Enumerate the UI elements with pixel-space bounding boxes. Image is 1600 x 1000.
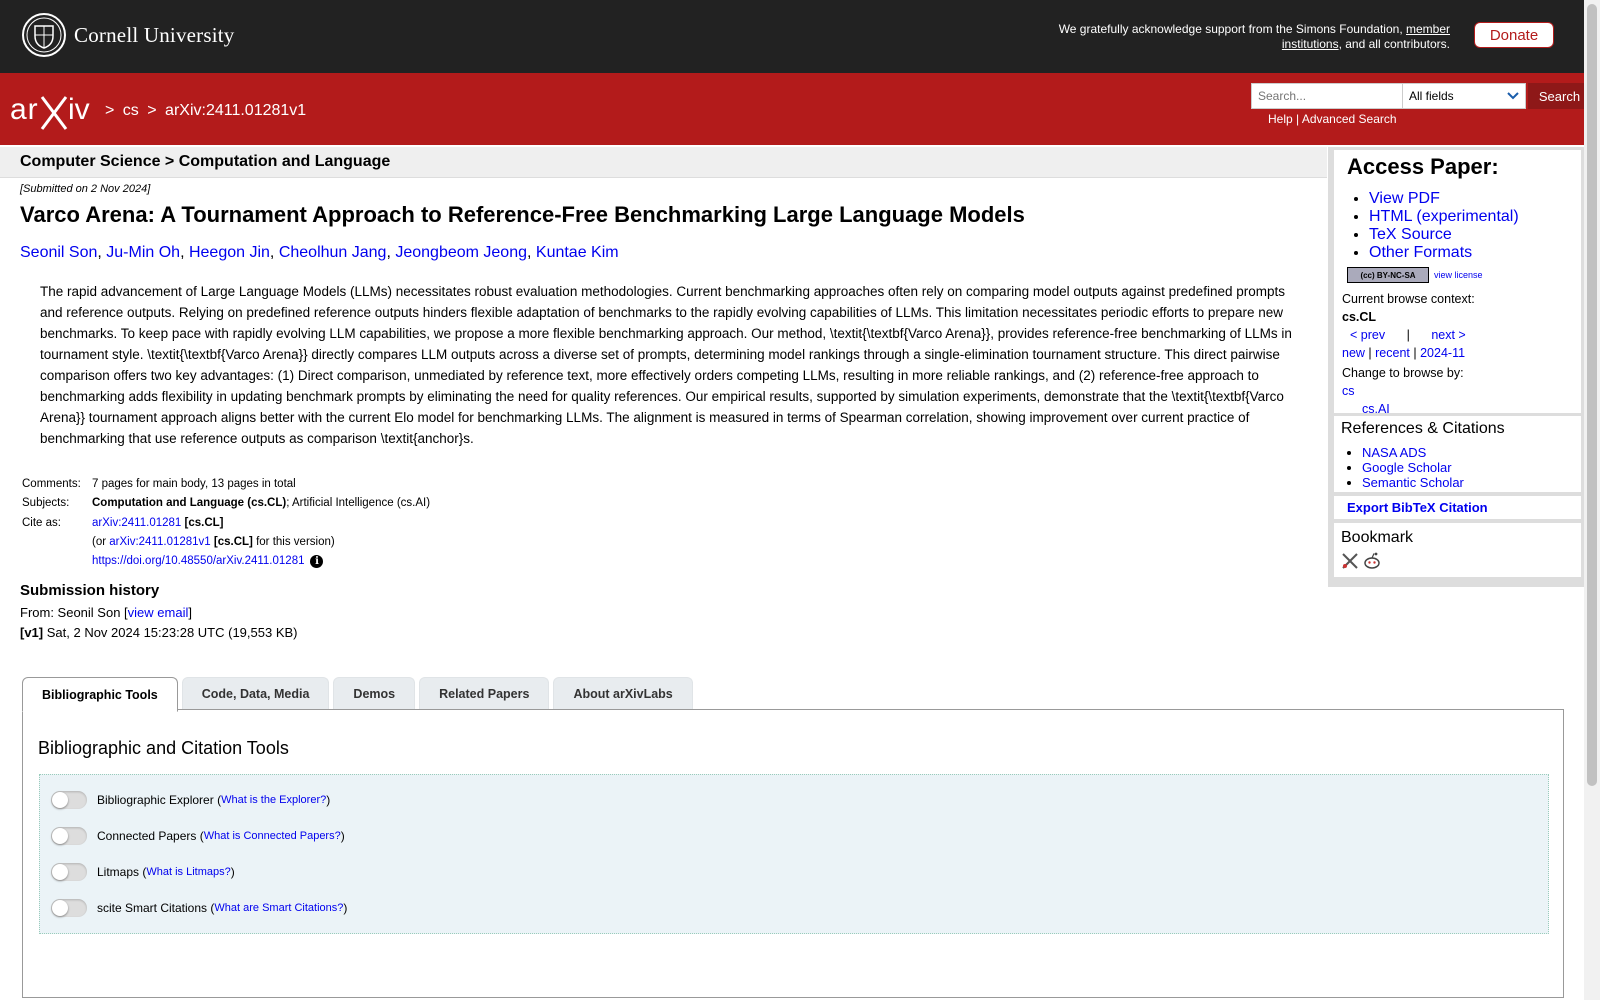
donate-button[interactable]: Donate: [1474, 22, 1554, 48]
secondary-subjects: ; Artificial Intelligence (cs.AI): [286, 497, 431, 510]
arxiv-logo-icon[interactable]: [10, 91, 102, 131]
info-icon[interactable]: i: [310, 555, 323, 568]
scite-toggle[interactable]: [51, 899, 87, 917]
browse-context-value: cs.CL: [1342, 310, 1377, 324]
prev-link[interactable]: < prev: [1350, 328, 1386, 342]
cornell-logo[interactable]: [22, 13, 235, 57]
advanced-search-link[interactable]: Advanced Search: [1301, 112, 1397, 126]
page-scrollbar[interactable]: [1584, 0, 1600, 1000]
prev-next-nav: [1342, 326, 1475, 344]
from-text-end: ]: [188, 605, 192, 620]
other-formats-link[interactable]: Other Formats: [1369, 244, 1473, 261]
what-is-explorer-link[interactable]: What is the Explorer?: [221, 794, 327, 806]
bookmark-icons: [1341, 552, 1381, 570]
change-browse-label: Change to browse by:: [1342, 366, 1464, 380]
doi-row: [20, 552, 430, 572]
arxiv-header: [0, 73, 1584, 145]
version-v1: [20, 625, 298, 640]
cite-label: Cite as:: [22, 516, 61, 529]
abstract: The rapid advancement of Large Language Models (LLMs) necessitates robust evaluation methodologies. Current benchmarking approaches often rely on comparing model outputs against predefined prompts and reference outputs. Relying on predefined reference outputs hinders flexible adaptation of benchmarks to the rapidly evolving capabilities of LLMs. This limitation necessitates periodic efforts to prepare new benchmarks. To keep pace with rapidly evolving LLM capabilities, we propose a more flexible benchmarking approach. Our method, \textit{\textbf{Varco Arena}}, provides reference-free benchmarking of LLMs in tournament style. \textit{\textbf{Varco Arena}} directly compares LLM outputs across a diverse set of prompts, determining model rankings through a single-elimination tournament structure. This direct pairwise comparison offers two key advantages: (1) Direct comparison, unmediated by reference text, more effectively orders competing LLMs, resulting in more reliable rankings, and (2) reference-free approach to benchmarking adds flexibility in updating benchmark prompts by eliminating the need for quality references. Our empirical results, supported by simulation experiments, demonstrate that the \textit{\textbf{Varco Arena}} tournament approach aligns better with the current Elo model for benchmarking LLMs. The alignment is measured in terms of Spearman correlation, showing improvement over current practice of benchmarking that use reference outputs as comparison \textit{anchor}s.: [40, 284, 1292, 446]
member-institutions-link[interactable]: member institutions: [1281, 22, 1450, 51]
nav-separator: |: [1406, 328, 1410, 342]
access-paper-heading: Access Paper:: [1347, 154, 1499, 179]
tab-about-arxivlabs[interactable]: About arXivLabs: [553, 677, 692, 710]
ack-text: We gratefully acknowledge support from the Simons Foundation,: [1058, 22, 1406, 36]
browse-context: [1342, 290, 1475, 418]
browse-cs-link[interactable]: cs: [1342, 384, 1355, 398]
svg-text:ar: ar: [10, 93, 39, 126]
ack-text-end: , and all contributors.: [1338, 37, 1450, 51]
scrollbar-thumb[interactable]: [1587, 4, 1597, 786]
litmaps-toggle[interactable]: [51, 863, 87, 881]
submitter: [20, 605, 192, 620]
subjects-row: [20, 494, 430, 514]
explorer-toggle[interactable]: [51, 791, 87, 809]
breadcrumb-paper-id: arXiv:2411.01281v1: [165, 102, 307, 119]
primary-subject: Computation and Language (cs.CL): [92, 497, 287, 510]
subject-bar: [0, 147, 1327, 178]
cite-id-link[interactable]: arXiv:2411.01281: [92, 516, 182, 529]
author-link[interactable]: Heegon Jin: [188, 244, 270, 261]
search-input[interactable]: Search...: [1251, 83, 1403, 109]
tool-name: Bibliographic Explorer: [97, 793, 214, 807]
author-link[interactable]: Cheolhun Jang: [278, 244, 387, 261]
search-form: [1251, 83, 1591, 109]
chevron-down-icon: [1507, 92, 1519, 100]
browse-context-label: Current browse context:: [1342, 292, 1475, 306]
tool-connected-papers: Connected Papers ( What is Connected Papers? ): [51, 827, 345, 845]
tab-code-data-media[interactable]: Code, Data, Media: [182, 677, 330, 710]
submission-date: [Submitted on 2 Nov 2024]: [20, 183, 151, 195]
help-links: [1268, 112, 1397, 126]
cornell-name: Cornell University: [74, 22, 235, 47]
google-scholar-link[interactable]: Google Scholar: [1362, 460, 1452, 475]
view-email-link[interactable]: view email: [127, 605, 189, 620]
license: [1347, 267, 1483, 283]
bookmark-heading: Bookmark: [1341, 529, 1414, 546]
breadcrumb-separator: >: [147, 102, 157, 119]
svg-text:iv: iv: [68, 93, 90, 126]
comments-value: 7 pages for main body, 13 pages in total: [92, 477, 296, 490]
breadcrumb: [105, 102, 310, 120]
author-link[interactable]: Ju-Min Oh: [106, 244, 181, 261]
tab-demos[interactable]: Demos: [333, 677, 415, 710]
nasa-ads-link[interactable]: NASA ADS: [1362, 445, 1427, 460]
tool-litmaps: Litmaps ( What is Litmaps? ): [51, 863, 235, 881]
browse-cs-ai-link[interactable]: cs.AI: [1362, 402, 1390, 416]
bibsonomy-icon[interactable]: [1341, 552, 1359, 570]
breadcrumb-separator: >: [105, 102, 115, 119]
tab-bibliographic-tools[interactable]: Bibliographic Tools: [22, 677, 178, 712]
tab-panel: [22, 709, 1564, 998]
cornell-seal-icon: [22, 13, 66, 57]
cite-v1-link[interactable]: arXiv:2411.01281v1: [109, 536, 211, 549]
help-separator: |: [1292, 112, 1302, 126]
view-pdf-link[interactable]: View PDF: [1369, 190, 1440, 207]
cite-version-text: for this version): [252, 536, 335, 549]
html-link[interactable]: HTML (experimental): [1369, 208, 1519, 225]
version-label: [v1]: [20, 625, 44, 640]
version-details: Sat, 2 Nov 2024 15:23:28 UTC (19,553 KB): [43, 625, 298, 640]
doi-link[interactable]: https://doi.org/10.48550/arXiv.2411.01281: [92, 555, 305, 568]
breadcrumb-cs[interactable]: cs: [122, 102, 139, 119]
reddit-icon[interactable]: [1363, 552, 1381, 570]
tex-source-link[interactable]: TeX Source: [1369, 226, 1452, 243]
cc-license-icon[interactable]: (cc) BY-NC-SA: [1347, 267, 1429, 283]
listing-links: new | recent | 2024-11: [1342, 346, 1466, 360]
author-link[interactable]: Jeongbeom Jeong: [395, 244, 527, 261]
view-license-link[interactable]: view license: [1434, 270, 1483, 280]
metadata-table: [20, 474, 430, 572]
cite-v1-tag: [cs.CL]: [213, 536, 253, 549]
help-link[interactable]: Help: [1268, 112, 1293, 126]
references-box: [1334, 416, 1581, 492]
support-acknowledgment: [1030, 22, 1450, 52]
what-is-connected-papers-link[interactable]: What is Connected Papers?: [203, 830, 341, 842]
subjects-label: Subjects:: [22, 497, 70, 510]
tool-bibliographic-explorer: Bibliographic Explorer ( What is the Explorer? ): [51, 791, 330, 809]
month-link[interactable]: 2024-11: [1420, 346, 1466, 360]
search-field-value: All fields: [1409, 89, 1454, 103]
tool-name: scite Smart Citations: [97, 901, 208, 915]
access-paper-box: [1334, 150, 1581, 291]
from-text: From: Seonil Son [: [20, 605, 128, 620]
bibtex-box: [1334, 496, 1581, 519]
tool-name: Litmaps: [97, 865, 140, 879]
cite-tag: [cs.CL]: [184, 516, 224, 529]
new-link[interactable]: new: [1342, 346, 1365, 360]
panel-title: Bibliographic and Citation Tools: [38, 738, 289, 758]
search-button[interactable]: Search: [1528, 83, 1591, 109]
paper-title: Varco Arena: A Tournament Approach to Reference-Free Benchmarking Large Language Models: [20, 202, 1025, 227]
cite-version-row: [20, 533, 430, 553]
comments-row: [20, 474, 430, 494]
tool-list: [39, 774, 1549, 934]
bookmark-box: [1334, 523, 1581, 577]
search-field-select[interactable]: [1403, 83, 1526, 109]
comments-label: Comments:: [22, 477, 81, 490]
tab-related-papers[interactable]: Related Papers: [419, 677, 549, 710]
what-is-litmaps-link[interactable]: What is Litmaps?: [146, 866, 231, 878]
semantic-scholar-link[interactable]: Semantic Scholar: [1362, 475, 1464, 490]
author-link[interactable]: Kuntae Kim: [535, 244, 619, 261]
cornell-header: [0, 0, 1584, 73]
recent-link[interactable]: recent: [1375, 346, 1410, 360]
references-heading: References & Citations: [1341, 420, 1505, 437]
author-link[interactable]: Seonil Son: [20, 244, 98, 261]
next-link[interactable]: next >: [1431, 328, 1466, 342]
export-bibtex-link[interactable]: Export BibTeX Citation: [1347, 500, 1488, 515]
what-are-smart-citations-link[interactable]: What are Smart Citations?: [214, 902, 344, 914]
labs-tabs: [22, 677, 693, 712]
references-links: [1347, 445, 1464, 490]
tool-name: Connected Papers: [97, 829, 197, 843]
author-list: Seonil Son, Ju-Min Oh, Heegon Jin, Cheolhun Jang, Jeongbeom Jeong, Kuntae Kim: [20, 244, 619, 261]
cite-or: (or: [92, 536, 110, 549]
submission-history-heading: Submission history: [20, 582, 160, 599]
tool-scite: scite Smart Citations ( What are Smart Citations? ): [51, 899, 347, 917]
cite-row: [20, 513, 430, 533]
connected-papers-toggle[interactable]: [51, 827, 87, 845]
subject-heading: Computer Science > Computation and Language: [20, 153, 391, 170]
access-links: [1354, 190, 1519, 262]
